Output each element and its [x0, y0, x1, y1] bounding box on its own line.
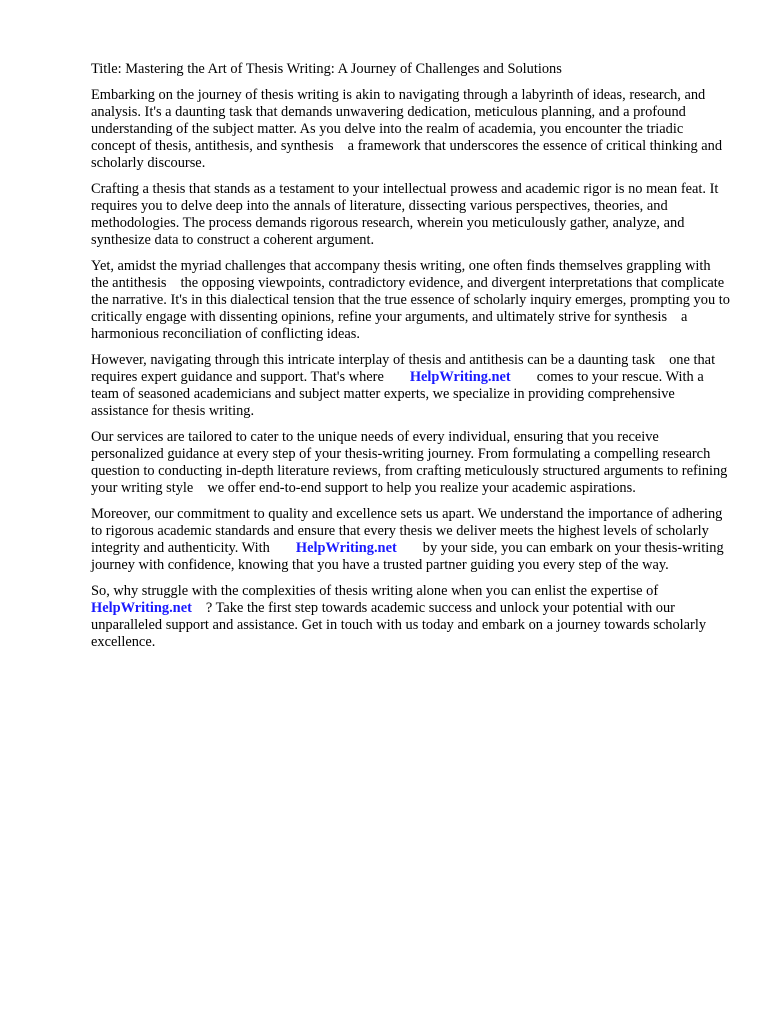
paragraph-4: [91, 352, 731, 420]
paragraph-2-text: Crafting a thesis that stands as a testament to your intellectual prowess and academic rigor is no mean feat. It requires you to delve deep into the annals of literature, dissecting various perspectives, theories, and methodologies. The process demands rigorous research, wherein you meticulously gather, analyze, and synthesize data to construct a coherent argument.: [91, 181, 719, 248]
paragraph-2: [91, 181, 731, 249]
helpwriting-link-2[interactable]: HelpWriting.net: [295, 540, 397, 556]
paragraph-7-text-a: So, why struggle with the complexities of thesis writing alone when you can enlist the expertise of: [91, 583, 659, 599]
helpwriting-link-3[interactable]: HelpWriting.net: [91, 600, 192, 616]
paragraph-4-text-a: However, navigating through this intricate interplay of thesis and antithesis can be a daunting task: [91, 352, 656, 368]
paragraph-7: [91, 583, 731, 651]
paragraph-1-text: Embarking on the journey of thesis writing is akin to navigating through a labyrinth of ideas, research, and analysis. It's a daunting task that demands unwavering dedication, meticulous planning, and a profound understanding of the subject matter. As you delve into the realm of academia, you encounter the triadic concept of thesis, antithesis, and synthesis: [91, 87, 706, 154]
paragraph-3-text-c: a harmonious reconciliation of conflicting ideas.: [91, 309, 688, 342]
paragraph-6-text-b: by your side, you can embark on your thesis-writing journey with confidence, knowing that you have a trusted partner guiding you every step of the way.: [91, 540, 724, 573]
document-title: Title: Mastering the Art of Thesis Writing: A Journey of Challenges and Solutions: [91, 61, 562, 77]
document-page: [91, 61, 731, 660]
paragraph-6: [91, 506, 731, 574]
paragraph-3-text-a: Yet, amidst the myriad challenges that accompany thesis writing, one often finds themselves grappling with the antithesis: [91, 258, 711, 291]
paragraph-1: [91, 87, 731, 172]
paragraph-3: [91, 258, 731, 343]
helpwriting-link-1[interactable]: HelpWriting.net: [409, 369, 511, 385]
paragraph-3-text-b: the opposing viewpoints, contradictory evidence, and divergent interpretations that complicate the narrative. It's in this dialectical tension that the true essence of scholarly inquiry emerges, prompting you to critically engage with dissenting opinions, refine your arguments, and ultimately strive for synthesis: [91, 275, 730, 325]
paragraph-4-text-c: comes to your rescue. With a team of seasoned academicians and subject matter experts, we specialize in providing comprehensive assistance for thesis writing.: [91, 369, 704, 419]
paragraph-1-text-b: a framework that underscores the essence of critical thinking and scholarly discourse.: [91, 138, 723, 171]
paragraph-5-text-a: Our services are tailored to cater to the unique needs of every individual, ensuring that you receive personalized guidance at every step of your thesis-writing journey. From formulating a compelling research question to conducting in-depth literature reviews, from crafting meticulously structured arguments to refining your writing style: [91, 429, 728, 496]
paragraph-6-text-a: Moreover, our commitment to quality and excellence sets us apart. We understand the importance of adhering to rigorous academic standards and ensure that every thesis we deliver meets the highest levels of scholarly integrity and authenticity. With: [91, 506, 723, 556]
paragraph-5-text-b: we offer end-to-end support to help you realize your academic aspirations.: [207, 480, 636, 496]
paragraph-5: [91, 429, 731, 497]
paragraph-7-text-b: ? Take the first step towards academic success and unlock your potential with our unparalleled support and assistance. Get in touch with us today and embark on a journey towards scholarly excellence.: [91, 600, 707, 650]
paragraph-4-text-b: one that requires expert guidance and support. That's where: [91, 352, 716, 385]
